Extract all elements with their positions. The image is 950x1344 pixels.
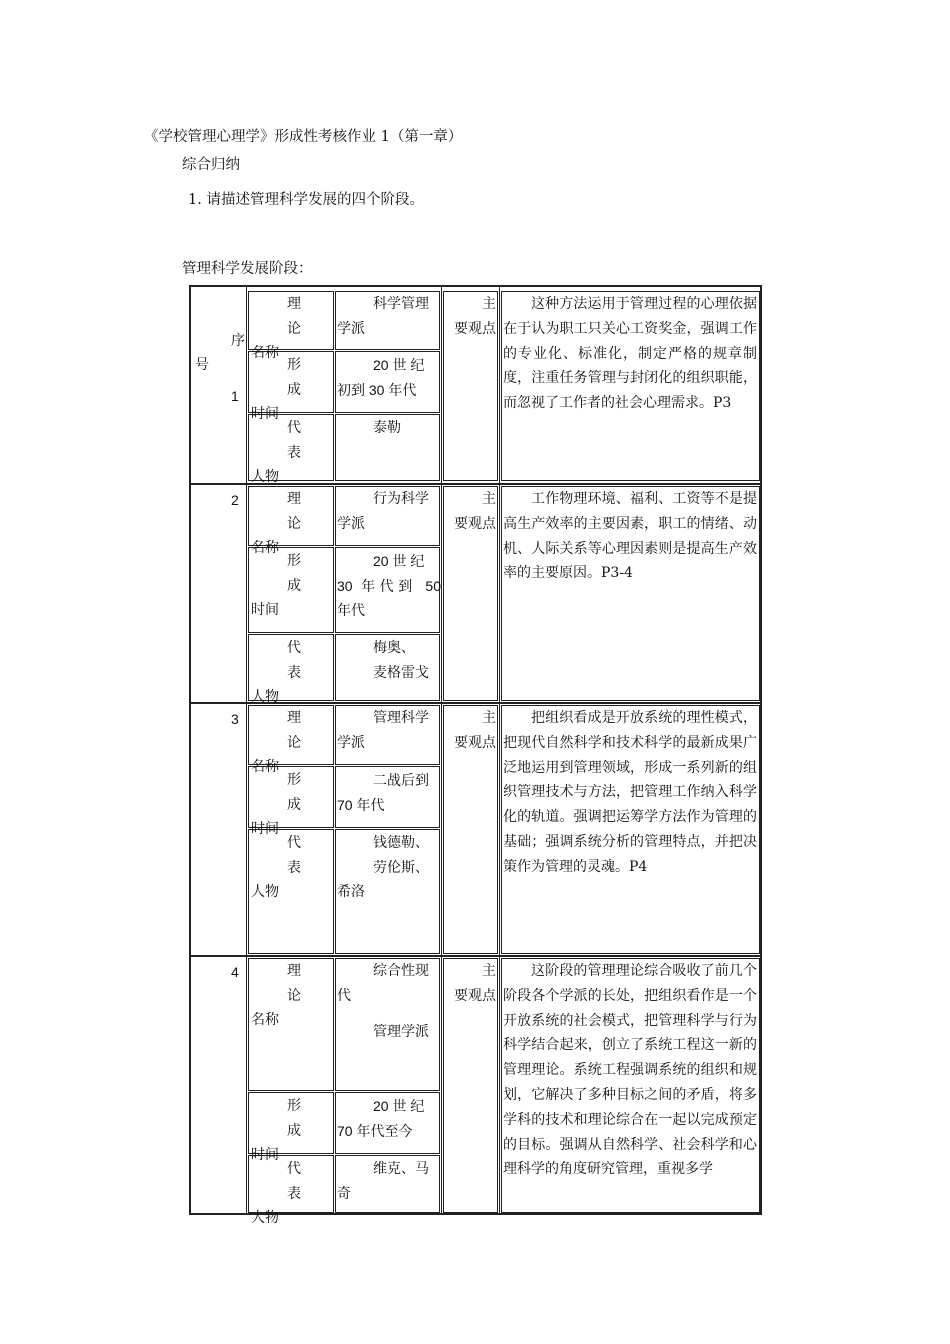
document-title: 《学校管理心理学》形成性考核作业 1（第一章） <box>144 129 463 145</box>
label-representative: 代表 人物 <box>251 835 326 900</box>
main-view-4: 这阶段的管理理论综合吸收了前几个阶段各个学派的长处，把组织看作是一个开放系统的社会模式，把管理科学与行为科学结合起来，创立了系统工程这一新的管理理论。系统工程强调系统的组织和规划，它解决了多种目标之间的矛盾，将多学科的技术和理论综合在一起以完成预定的目标。强调从自然科学、社会科学和心理科学的角度研究管理，重视多学 <box>503 963 757 1178</box>
main-view-label: 主 要观点 <box>454 710 496 751</box>
label-formation-time: 形成 时间 <box>251 553 326 618</box>
stages-table <box>189 285 762 1226</box>
column-divider <box>246 287 247 1213</box>
seq-header-top: 序 <box>231 333 245 349</box>
label-representative: 代表 人物 <box>251 420 326 485</box>
formation-time-3: 二战后到 70 年代 <box>337 772 429 813</box>
label-formation-time: 形成 时间 <box>251 357 326 422</box>
question-text: 1. 请描述管理科学发展的四个阶段。 <box>188 192 424 208</box>
label-theory-name: 理论 名称 <box>251 963 326 1028</box>
row-seq-2: 2 <box>231 492 239 508</box>
label-representative: 代表 人物 <box>251 1161 326 1226</box>
formation-time-1: 20 世 纪 初到 30 年代 <box>337 357 425 398</box>
main-view-3: 把组织看成是开放系统的理性模式，把现代自然科学和技术科学的最新成果广泛地运用到管理领域，形成一系列新的组织管理技术与方法，把管理工作纳入科学化的轨道。强调把运筹学方法作为管理的基础；强调系统分析的管理特点，并把决策作为管理的灵魂。P4 <box>503 710 757 875</box>
main-view-1: 这种方法运用于管理过程的心理依据在于认为职工只关心工资奖金，强调工作的专业化、标准化，制定严格的规章制度，注重任务管理与封闭化的组织职能，而忽视了工作者的社会心理需求。P3 <box>503 296 757 412</box>
formation-time-4: 20 世 纪 70 年代至今 <box>337 1098 425 1139</box>
row-seq-1: 1 <box>231 388 239 404</box>
formation-time-2: 20 世 纪 30 年代到 50 年代 <box>337 553 441 618</box>
representative-3: 钱德勒、 劳伦斯、 希洛 <box>337 835 429 900</box>
theory-name-2: 行为科学 学派 <box>337 491 429 532</box>
row-divider <box>191 955 760 957</box>
main-view-2: 工作物理环境、福利、工资等不是提高生产效率的主要因素，职工的情绪、动机、人际关系等心理因素则是提高生产效率的主要原因。P3-4 <box>503 491 757 582</box>
label-theory-name: 理论 名称 <box>251 296 326 361</box>
label-formation-time: 形成 时间 <box>251 1098 326 1163</box>
main-view-label: 主 要观点 <box>454 296 496 337</box>
section-heading: 综合归纳 <box>182 157 240 173</box>
theory-name-3: 管理科学 学派 <box>337 710 429 751</box>
label-representative: 代表 人物 <box>251 640 326 705</box>
row-seq-4: 4 <box>231 964 239 980</box>
representative-4: 维克、马 奇 <box>337 1161 429 1202</box>
column-divider <box>499 287 500 1213</box>
label-formation-time: 形成 时间 <box>251 772 326 837</box>
theory-name-4: 综合性现 代 管理学派 <box>337 963 429 1040</box>
main-view-label: 主 要观点 <box>454 491 496 532</box>
table-caption: 管理科学发展阶段： <box>182 261 313 277</box>
representative-2: 梅奥、 麦格雷戈 <box>373 640 429 681</box>
representative-1: 泰勒 <box>373 420 401 436</box>
label-theory-name: 理论 名称 <box>251 491 326 556</box>
theory-name-1: 科学管理 学派 <box>337 296 429 337</box>
main-view-label: 主 要观点 <box>454 963 496 1004</box>
label-theory-name: 理论 名称 <box>251 710 326 775</box>
row-seq-3: 3 <box>231 711 239 727</box>
seq-header-bottom: 号 <box>195 357 209 373</box>
